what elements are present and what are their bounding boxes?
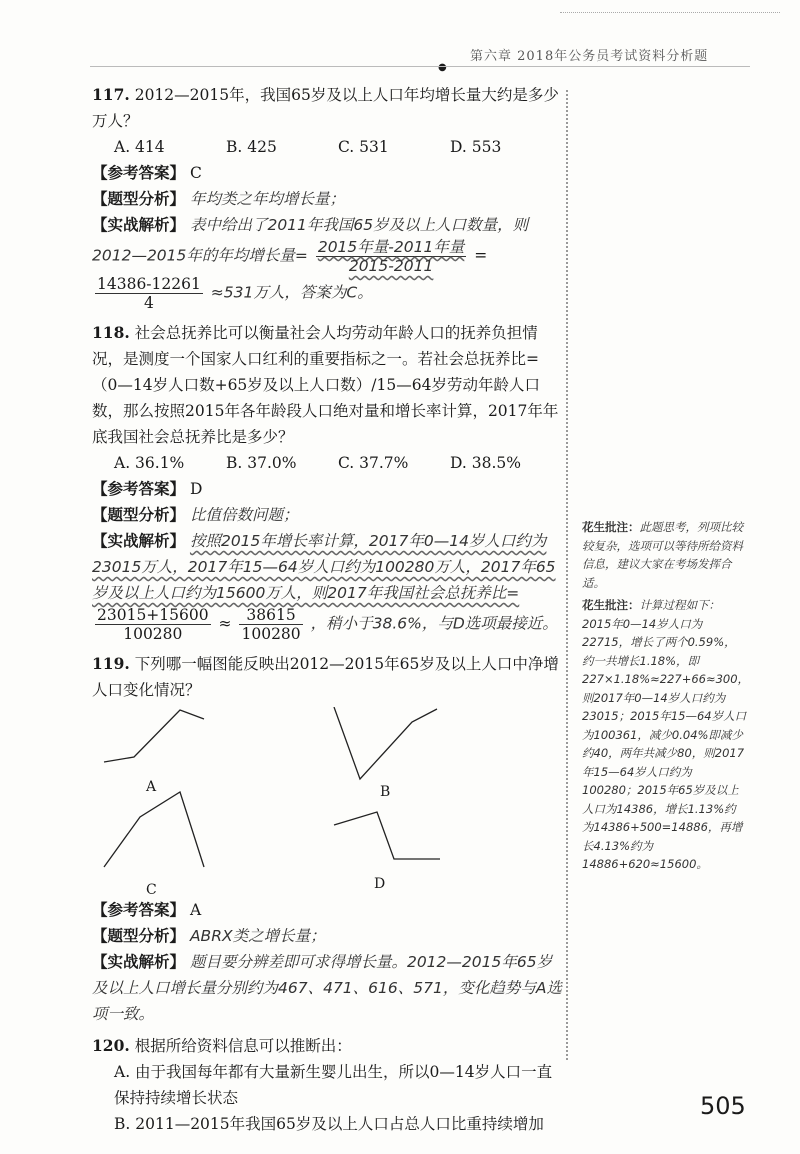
header-bullet: ● (438, 62, 447, 73)
q117-analysis: 【实战解析】 表中给出了2011年我国65岁及以上人口数量，则2012—2015年的年均增长量= $\frac{\text{2015年量-2011年量}}{2015-2011}$ = $\frac{14386-12261}{4}$ ≈531万人，答案为C。 (92, 215, 529, 312)
running-header: 第六章 2018年公务员考试资料分析题 (470, 49, 709, 64)
q118-analysis: 【实战解析】 按照2015年增长率计算，2017年0—14岁人口约为23015万人，2017年15—64岁人口约为100280万人，2017年65岁及以上人口约为15600万人，则2017年我国社会总抚养比= $\frac{23015+15600}{100280}$ ≈ $\frac{38615}{100280}$ ，稍小于38.6%，与D选项最接近。 (92, 531, 558, 643)
option-d: D. 38.5% (450, 454, 521, 472)
q117-answer: 【参考答案】 C (92, 163, 202, 182)
graph-label-c: C (146, 882, 157, 898)
question-117 (92, 82, 562, 134)
top-dotted-rule (560, 12, 780, 13)
question-number: 118. (92, 323, 130, 342)
header-rule (90, 66, 750, 67)
option-d: D. 553 (450, 138, 502, 156)
q117-type: 【题型分析】 年均类之年均增长量； (92, 189, 345, 208)
margin-divider (566, 90, 574, 1060)
trend-graphs (92, 707, 562, 897)
margin-notes (582, 518, 750, 874)
side-note-2: 花生批注：计算过程如下：2015年0—14岁人口为22715，增长了两个0.59%，约一共增长1.18%，即227×1.18%≈227+66≈300，则2017年0—14岁人口约为23015；2015年15—64岁人口为100361，减少0.04%即减少约40，两年共减少80，则2017年15—64岁人口约为100280；2015年65岁及以上人口为14386，增长1.13%约为14386+500=14886，再增长4.13%约为14886+620≈15600。 (582, 598, 750, 871)
graph-options-svg (92, 707, 562, 897)
option-c: C. 37.7% (338, 454, 409, 472)
q118-answer: 【参考答案】 D (92, 479, 203, 498)
page-number: 505 (700, 1092, 746, 1120)
q120-option-a: A. 由于我国每年都有大量新生婴儿出生，所以0—14岁人口一直保持持续增长状态 (114, 1063, 553, 1107)
graph-a-line (104, 710, 204, 762)
question-number: 117. (92, 85, 130, 104)
q119-answer: 【参考答案】 A (92, 900, 202, 919)
question-stem: 社会总抚养比可以衡量社会人均劳动年龄人口的抚养负担情况，是测度一个国家人口红利的重要指标之一。若社会总抚养比=（0—14岁人口数+65岁及以上人口数）/15—64岁劳动年龄人口数，那么按照2015年各年龄段人口绝对量和增长率计算，2017年年底我国社会总抚养比是多少？ (92, 324, 559, 446)
fraction: $\frac{\text{2015年量-2011年量}}{2015-2011}$ (317, 238, 465, 275)
graph-b-line (334, 707, 437, 779)
graph-label-b: B (380, 784, 391, 800)
q119-analysis: 【实战解析】 题目要分辨差即可求得增长量。2012—2015年65岁及以上人口增长量分别约为467、471、616、571，变化趋势与A选项一致。 (92, 952, 562, 1023)
graph-label-a: A (146, 779, 157, 795)
main-column (92, 82, 562, 1137)
graph-d-line (334, 812, 440, 859)
question-120 (92, 1033, 562, 1059)
option-c: C. 531 (338, 138, 389, 156)
question-stem: 根据所给资料信息可以推断出： (134, 1037, 352, 1055)
option-b: B. 425 (226, 138, 277, 156)
question-stem: 下列哪一幅图能反映出2012—2015年65岁及以上人口中净增人口变化情况？ (92, 655, 559, 699)
question-stem: 2012—2015年，我国65岁及以上人口年均增长量大约是多少万人？ (92, 86, 559, 130)
q118-options (114, 450, 562, 476)
side-note-1: 花生批注：此题思考，列项比较较复杂，选项可以等待所给资料信息，建议大家在考场发挥合适。 (582, 520, 743, 590)
fraction: $\frac{23015+15600}{100280}$ (97, 606, 209, 643)
question-number: 119. (92, 654, 130, 673)
question-number: 120. (92, 1036, 130, 1055)
fraction: $\frac{38615}{100280}$ (241, 606, 301, 643)
question-118 (92, 320, 562, 450)
option-b: B. 37.0% (226, 454, 297, 472)
q117-options (114, 134, 562, 160)
question-119 (92, 651, 562, 703)
q120-option-b: B. 2011—2015年我国65岁及以上人口占总人口比重持续增加 (114, 1115, 544, 1133)
graph-c-line (104, 792, 204, 867)
option-a: A. 414 (114, 138, 165, 156)
graph-label-d: D (374, 876, 386, 892)
q119-type: 【题型分析】 ABRX类之增长量； (92, 926, 326, 945)
fraction: $\frac{14386-12261}{4}$ (97, 275, 201, 312)
q118-type: 【题型分析】 比值倍数问题； (92, 505, 299, 524)
option-a: A. 36.1% (114, 454, 185, 472)
